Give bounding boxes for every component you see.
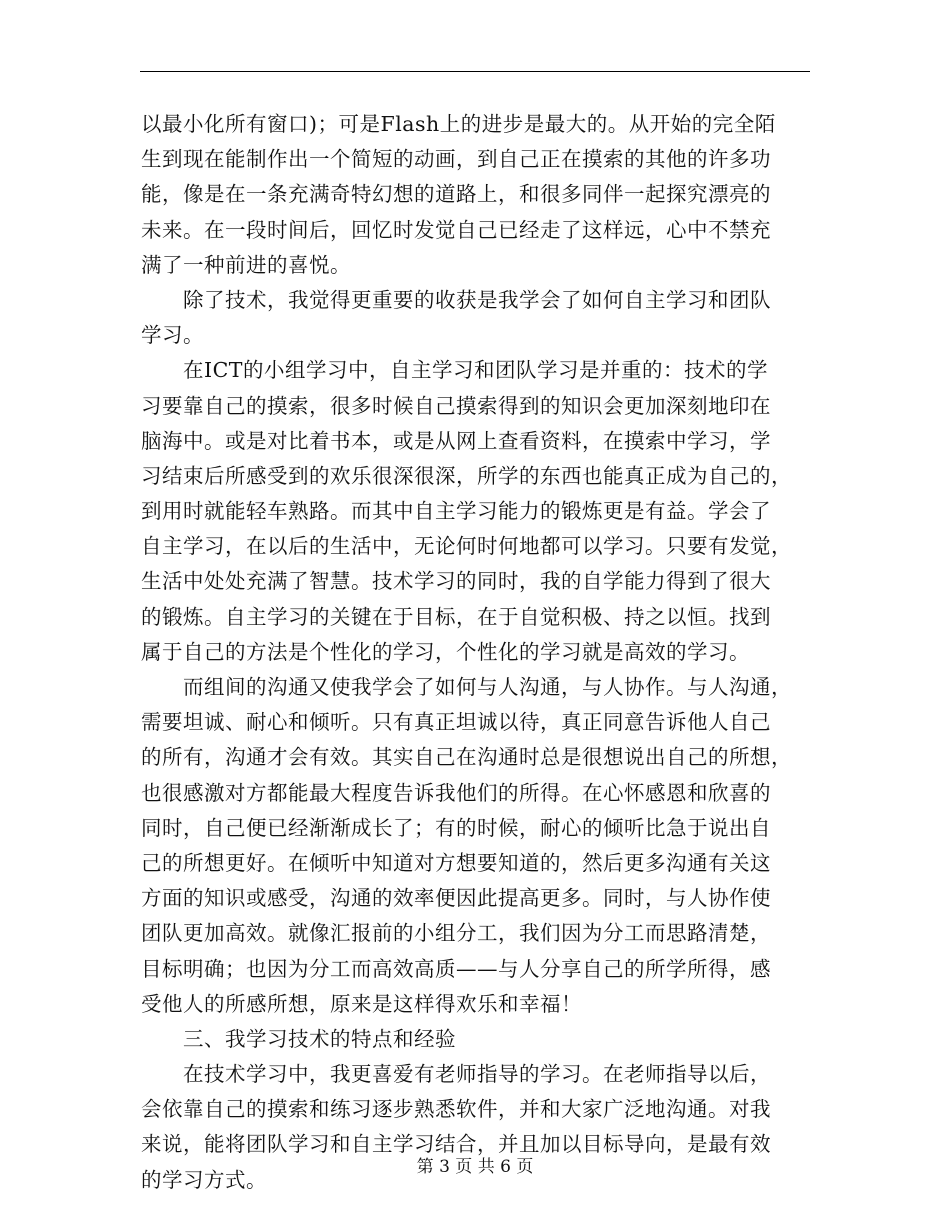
text-line: 的锻炼。自主学习的关键在于目标，在于自觉积极、持之以恒。找到 [141, 604, 771, 629]
text-line: 未来。在一段时间后，回忆时发觉自己已经走了这样远，心中不禁充 [141, 217, 771, 242]
text-line: 需要坦诚、耐心和倾听。只有真正坦诚以待，真正同意告诉他人自己 [141, 710, 771, 735]
text-line: 习结束后所感受到的欢乐很深很深，所学的东西也能真正成为自己的， [141, 463, 792, 488]
text-line: 同时，自己便已经渐渐成长了；有的时候，耐心的倾听比急于说出自 [141, 815, 771, 840]
text-line: 团队更加高效。就像汇报前的小组分工，我们因为分工而思路清楚， [141, 921, 771, 946]
text-line: 方面的知识或感受，沟通的效率便因此提高更多。同时，与人协作使 [141, 886, 771, 911]
text-line: 脑海中。或是对比着书本，或是从网上查看资料，在摸索中学习，学 [141, 428, 771, 453]
text-line: 来说，能将团队学习和自主学习结合，并且加以目标导向，是最有效 [141, 1132, 771, 1157]
text-line: 学习。 [141, 323, 204, 348]
text-line: 除了技术，我觉得更重要的收获是我学会了如何自主学习和团队 [141, 287, 771, 312]
text-line: 的学习方式。 [141, 1167, 267, 1192]
text-line: 在ICT的小组学习中，自主学习和团队学习是并重的：技术的学 [141, 358, 768, 383]
page-footer: 第 3 页 共 6 页 [416, 1157, 534, 1177]
text-line: 而组间的沟通又使我学会了如何与人沟通，与人协作。与人沟通， [141, 675, 792, 699]
text-line: 在技术学习中，我更喜爱有老师指导的学习。在老师指导以后， [141, 1062, 771, 1087]
text-line: 会依靠自己的摸索和练习逐步熟悉软件，并和大家广泛地沟通。对我 [141, 1097, 771, 1122]
text-line: 以最小化所有窗口)；可是Flash上的进步是最大的。从开始的完全陌 [141, 112, 776, 136]
text-line: 到用时就能轻车熟路。而其中自主学习能力的锻炼更是有益。学会了 [141, 499, 771, 524]
text-line: 受他人的所感所想，原来是这样得欢乐和幸福！ [141, 991, 582, 1016]
section-heading: 三、我学习技术的特点和经验 [141, 1026, 456, 1051]
body-text [141, 107, 811, 1198]
text-line: 生活中处处充满了智慧。技术学习的同时，我的自学能力得到了很大 [141, 569, 771, 594]
text-line: 自主学习，在以后的生活中，无论何时何地都可以学习。只要有发觉， [141, 534, 792, 559]
text-line: 也很感激对方都能最大程度告诉我他们的所得。在心怀感恩和欣喜的 [141, 780, 771, 805]
text-line: 己的所想更好。在倾听中知道对方想要知道的，然后更多沟通有关这 [141, 850, 771, 875]
text-line: 生到现在能制作出一个简短的动画，到自己正在摸索的其他的许多功 [141, 147, 771, 172]
text-line: 满了一种前进的喜悦。 [141, 252, 351, 277]
text-line: 属于自己的方法是个性化的学习，个性化的学习就是高效的学习。 [141, 639, 750, 664]
text-line: 的所有，沟通才会有效。其实自己在沟通时总是很想说出自己的所想， [141, 745, 792, 770]
header-rule [140, 71, 810, 72]
text-line: 能，像是在一条充满奇特幻想的道路上，和很多同伴一起探究漂亮的 [141, 182, 771, 207]
text-line: 习要靠自己的摸索，很多时候自己摸索得到的知识会更加深刻地印在 [141, 393, 771, 418]
text-line: 目标明确；也因为分工而高效高质——与人分享自己的所学所得，感 [141, 956, 771, 981]
